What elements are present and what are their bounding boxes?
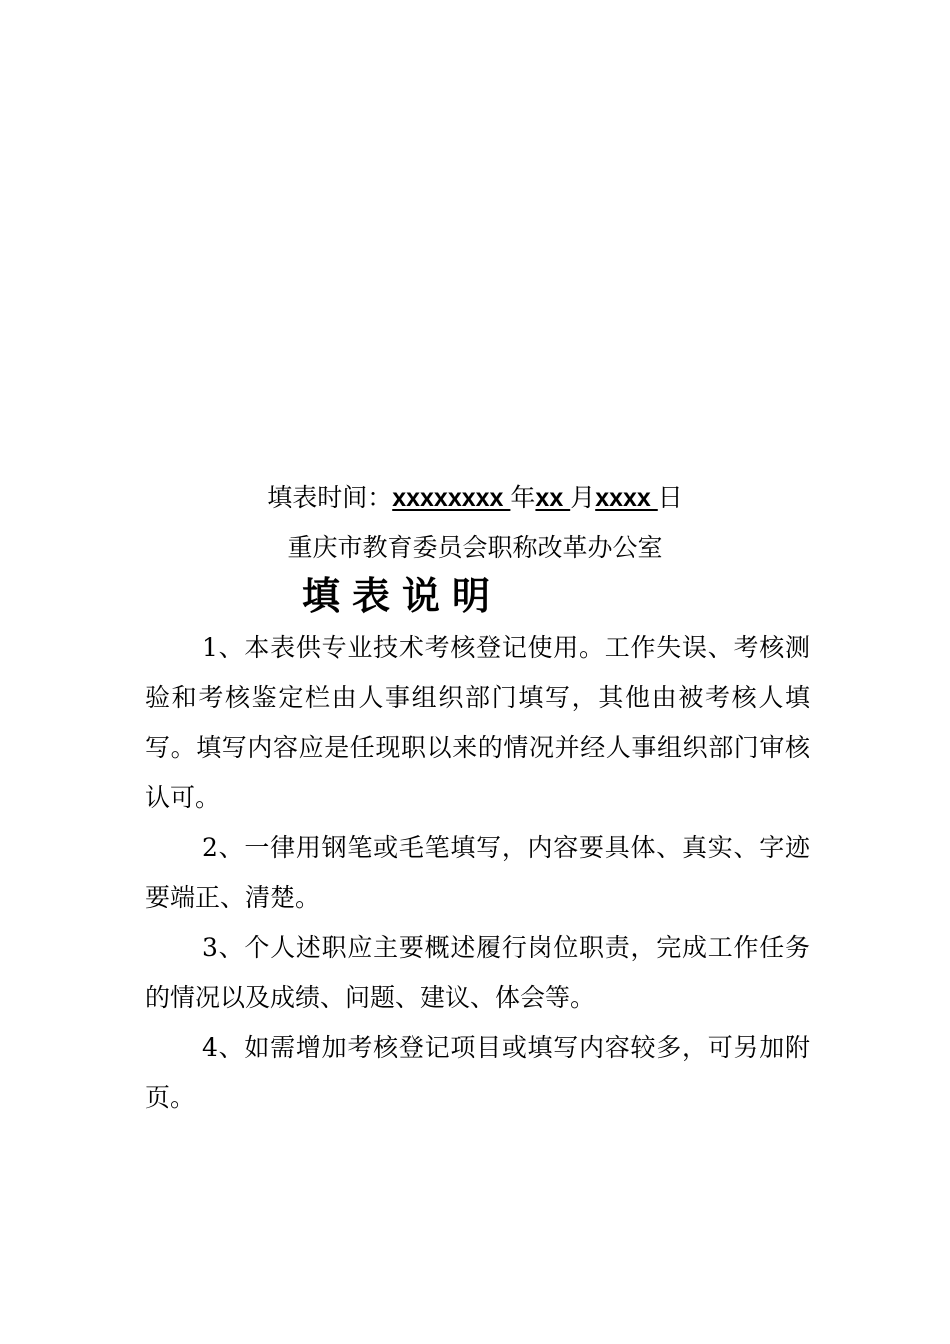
fill-date-label: 填表时间： <box>267 483 393 512</box>
instruction-item-1: 1、本表供专业技术考核登记使用。工作失误、考核测验和考核鉴定栏由人事组织部门填写，其他由被考核人填写。填写内容应是任现职以来的情况并经人事组织部门审核认可。 <box>145 633 810 812</box>
fill-date-year-blank: xxxxxxxx <box>392 484 511 512</box>
instructions-heading: 填表说明 <box>302 573 503 618</box>
fill-date-day-unit: 日 <box>657 483 683 512</box>
fill-date-month-unit: 月 <box>570 483 596 512</box>
issuing-office: 重庆市教育委员会职称改革办公室 <box>287 533 663 562</box>
fill-date-year-unit: 年 <box>510 483 536 512</box>
instructions-list <box>145 623 810 1123</box>
instruction-item-3: 3、个人述职应主要概述履行岗位职责，完成工作任务的情况以及成绩、问题、建议、体会等。 <box>145 933 810 1012</box>
fill-date-month-blank: xx <box>535 484 571 512</box>
fill-date-day-blank: xxxx <box>595 484 658 512</box>
instruction-item-2: 2、一律用钢笔或毛笔填写，内容要具体、真实、字迹要端正、清楚。 <box>145 833 810 912</box>
instruction-item-4: 4、如需增加考核登记项目或填写内容较多，可另加附页。 <box>145 1033 810 1112</box>
fill-date-line <box>0 480 950 516</box>
